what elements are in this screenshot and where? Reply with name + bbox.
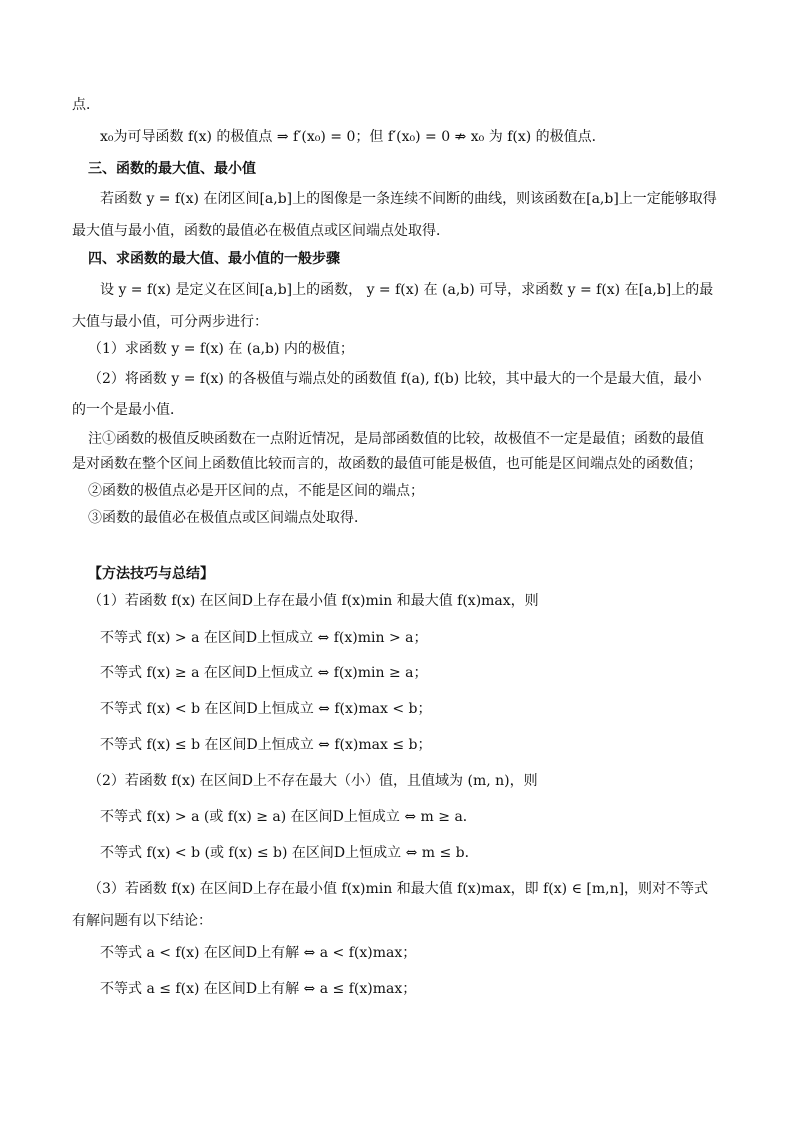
text-line: 不等式 f(x) > a 在区间D上恒成立 ⇔ f(x)min > a；	[100, 630, 428, 646]
text-line: 有解问题有以下结论：	[72, 913, 212, 929]
section-heading: 四、求函数的最大值、最小值的一般步骤	[88, 251, 340, 267]
section-heading: 【方法技巧与总结】	[88, 566, 214, 582]
text-line: 的一个是最小值．	[72, 402, 184, 418]
text-line: 最大值与最小值，函数的最值必在极值点或区间端点处取得．	[72, 223, 450, 239]
text-line: 不等式 f(x) < b 在区间D上恒成立 ⇔ f(x)max < b；	[100, 701, 432, 717]
text-line: 不等式 a < f(x) 在区间D上有解 ⇔ a < f(x)max；	[100, 945, 417, 961]
text-line: 设 y = f(x) 是定义在区间[a,b]上的函数， y = f(x) 在 (a,b) 可导，求函数 y = f(x) 在[a,b]上的最	[100, 282, 714, 298]
text-line: 注①函数的极值反映函数在一点附近情况，是局部函数值的比较，故极值不一定是最值；函数的最值	[88, 431, 704, 447]
text-line: （1）若函数 f(x) 在区间D上存在最小值 f(x)min 和最大值 f(x)max，则	[88, 593, 539, 609]
text-line: （3）若函数 f(x) 在区间D上存在最小值 f(x)min 和最大值 f(x)max，即 f(x) ∈ [m,n]，则对不等式	[88, 881, 709, 897]
text-line: （1）求函数 y = f(x) 在 (a,b) 内的极值；	[88, 341, 354, 357]
text-line: （2）将函数 y = f(x) 的各极值与端点处的函数值 f(a), f(b) 比较，其中最大的一个是最大值，最小	[88, 371, 702, 387]
text-line: 不等式 a ≤ f(x) 在区间D上有解 ⇔ a ≤ f(x)max；	[100, 981, 417, 997]
text-line: 若函数 y = f(x) 在闭区间[a,b]上的图像是一条连续不间断的曲线，则该函数在[a,b]上一定能够取得	[100, 191, 717, 207]
text-line: 不等式 f(x) < b (或 f(x) ≤ b) 在区间D上恒成立 ⇔ m ≤ b．	[100, 845, 479, 861]
text-line: 是对函数在整个区间上函数值比较而言的，故函数的最值可能是极值，也可能是区间端点处的函数值；	[72, 456, 702, 472]
text-line: （2）若函数 f(x) 在区间D上不存在最大（小）值，且值域为 (m, n)，则	[88, 773, 538, 789]
text-line: ②函数的极值点必是开区间的点，不能是区间的端点；	[88, 483, 424, 499]
text-line: ③函数的最值必在极值点或区间端点处取得．	[88, 510, 368, 526]
text-line: 不等式 f(x) ≤ b 在区间D上恒成立 ⇔ f(x)max ≤ b；	[100, 737, 432, 753]
text-line: 点．	[72, 97, 100, 113]
text-line: 大值与最小值，可分两步进行：	[72, 314, 268, 330]
text-line: 不等式 f(x) > a (或 f(x) ≥ a) 在区间D上恒成立 ⇔ m ≥ a．	[100, 809, 477, 825]
section-heading: 三、函数的最大值、最小值	[88, 161, 256, 177]
text-line: 不等式 f(x) ≥ a 在区间D上恒成立 ⇔ f(x)min ≥ a；	[100, 665, 428, 681]
text-line: x₀为可导函数 f(x) 的极值点 ⇒ f′(x₀) = 0；但 f′(x₀) = 0 ⇏ x₀ 为 f(x) 的极值点．	[100, 129, 606, 145]
